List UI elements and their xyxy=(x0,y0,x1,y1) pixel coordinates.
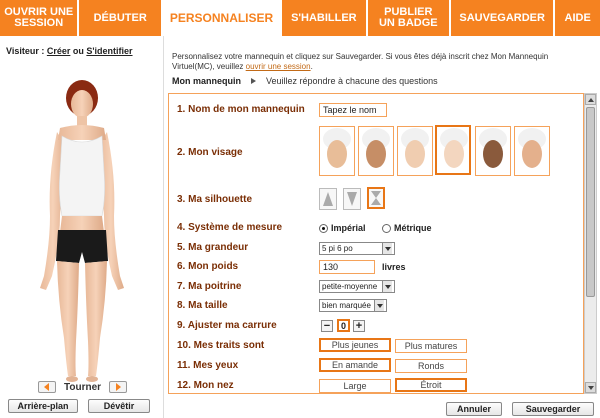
intro-text: Personnalisez votre mannequin et cliquez sur Sauvegarder. Si vous êtes déjà inscrit chez Mon Mannequin Virtuel(MC), veuillez ouvrir une session. xyxy=(172,52,549,71)
questions-box xyxy=(168,93,584,394)
hourglass-icon[interactable] xyxy=(367,187,385,209)
question-measure-label: 4. Système de mesure xyxy=(177,222,283,233)
scroll-down-icon[interactable] xyxy=(585,382,596,393)
tab-sauvegarder[interactable]: SAUVEGARDER xyxy=(451,0,553,36)
question-name-label: 1. Nom de mon mannequin xyxy=(177,104,305,115)
waist-select[interactable]: bien marquée xyxy=(319,299,387,312)
tab-publier-un-badge[interactable]: PUBLIER UN BADGE xyxy=(368,0,449,36)
scroll-thumb[interactable] xyxy=(586,107,595,297)
option-narrow[interactable]: Étroit xyxy=(395,378,467,392)
question-silhouette-label: 3. Ma silhouette xyxy=(177,194,253,205)
cancel-button[interactable]: Annuler xyxy=(446,402,502,416)
weight-unit: livres xyxy=(382,262,406,272)
tab-personnaliser[interactable]: PERSONNALISER xyxy=(163,0,280,36)
question-waist-label: 8. Ma taille xyxy=(177,300,228,311)
option-round[interactable]: Ronds xyxy=(395,359,467,373)
face-option-2[interactable] xyxy=(358,126,394,176)
question-features-label: 10. Mes traits sont xyxy=(177,340,265,351)
tab-debuter[interactable]: DÉBUTER xyxy=(79,0,160,36)
arrow-right-icon[interactable] xyxy=(109,381,127,393)
face-option-6[interactable] xyxy=(514,126,550,176)
face-option-5[interactable] xyxy=(475,126,511,176)
top-navigation xyxy=(0,0,600,36)
decrease-button[interactable]: − xyxy=(321,320,333,332)
customize-panel xyxy=(163,36,600,418)
face-option-3[interactable] xyxy=(397,126,433,176)
mannequin-figure xyxy=(22,76,142,396)
undress-button[interactable]: Dévêtir xyxy=(88,399,150,413)
radio-dot xyxy=(382,224,391,233)
mannequin-actions xyxy=(8,399,150,413)
option-almond[interactable]: En amande xyxy=(319,358,391,372)
tab-aide[interactable]: AIDE xyxy=(555,0,600,36)
section-title: Mon mannequin xyxy=(172,76,241,86)
question-chest-label: 7. Ma poitrine xyxy=(177,281,242,292)
section-header xyxy=(172,76,438,86)
radio-dot xyxy=(319,224,328,233)
mannequin-panel xyxy=(0,36,160,418)
sign-in-link[interactable]: S'identifier xyxy=(86,46,133,56)
questions-scrollbar[interactable] xyxy=(584,93,597,394)
option-wide[interactable]: Large xyxy=(319,379,391,393)
height-select[interactable]: 5 pi 6 po xyxy=(319,242,395,255)
triangle-up-icon[interactable] xyxy=(319,188,337,210)
section-hint: Veuillez répondre à chacune des questions xyxy=(266,76,438,86)
chest-select[interactable]: petite-moyenne xyxy=(319,280,395,293)
rotate-label: Tourner xyxy=(64,381,102,393)
question-eyes-label: 11. Mes yeux xyxy=(177,360,239,371)
face-option-4[interactable] xyxy=(435,125,471,175)
face-option-1[interactable] xyxy=(319,126,355,176)
question-nose-label: 12. Mon nez xyxy=(177,380,234,391)
question-weight-label: 6. Mon poids xyxy=(177,261,239,272)
arrow-left-icon[interactable] xyxy=(38,381,56,393)
chevron-down-icon xyxy=(382,243,392,254)
triangle-right-icon xyxy=(251,78,256,84)
radio-imperial[interactable]: Impérial xyxy=(319,223,366,233)
visitor-status: Visiteur : Créer ou S'identifier xyxy=(6,46,133,56)
radio-metric[interactable]: Métrique xyxy=(382,223,432,233)
tab-shabiller[interactable]: S'HABILLER xyxy=(282,0,365,36)
question-height-label: 5. Ma grandeur xyxy=(177,242,249,253)
question-face-label: 2. Mon visage xyxy=(177,147,243,158)
open-session-link[interactable]: ouvrir une session xyxy=(245,62,311,71)
scroll-up-icon[interactable] xyxy=(585,94,596,105)
rotate-control xyxy=(38,381,127,393)
option-older[interactable]: Plus matures xyxy=(395,339,467,353)
tab-ouvrir-une-session[interactable]: OUVRIR UNE SESSION xyxy=(0,0,77,36)
triangle-down-icon[interactable] xyxy=(343,188,361,210)
chevron-down-icon xyxy=(374,300,384,311)
build-value: 0 xyxy=(337,319,350,332)
create-account-link[interactable]: Créer xyxy=(46,46,71,56)
option-younger[interactable]: Plus jeunes xyxy=(319,338,391,352)
question-build-label: 9. Ajuster ma carrure xyxy=(177,320,277,331)
weight-input[interactable]: 130 xyxy=(319,260,375,274)
mannequin-name-input[interactable]: Tapez le nom xyxy=(319,103,387,117)
increase-button[interactable]: + xyxy=(353,320,365,332)
chevron-down-icon xyxy=(382,281,392,292)
background-button[interactable]: Arrière-plan xyxy=(8,399,78,413)
save-button[interactable]: Sauvegarder xyxy=(512,402,594,416)
